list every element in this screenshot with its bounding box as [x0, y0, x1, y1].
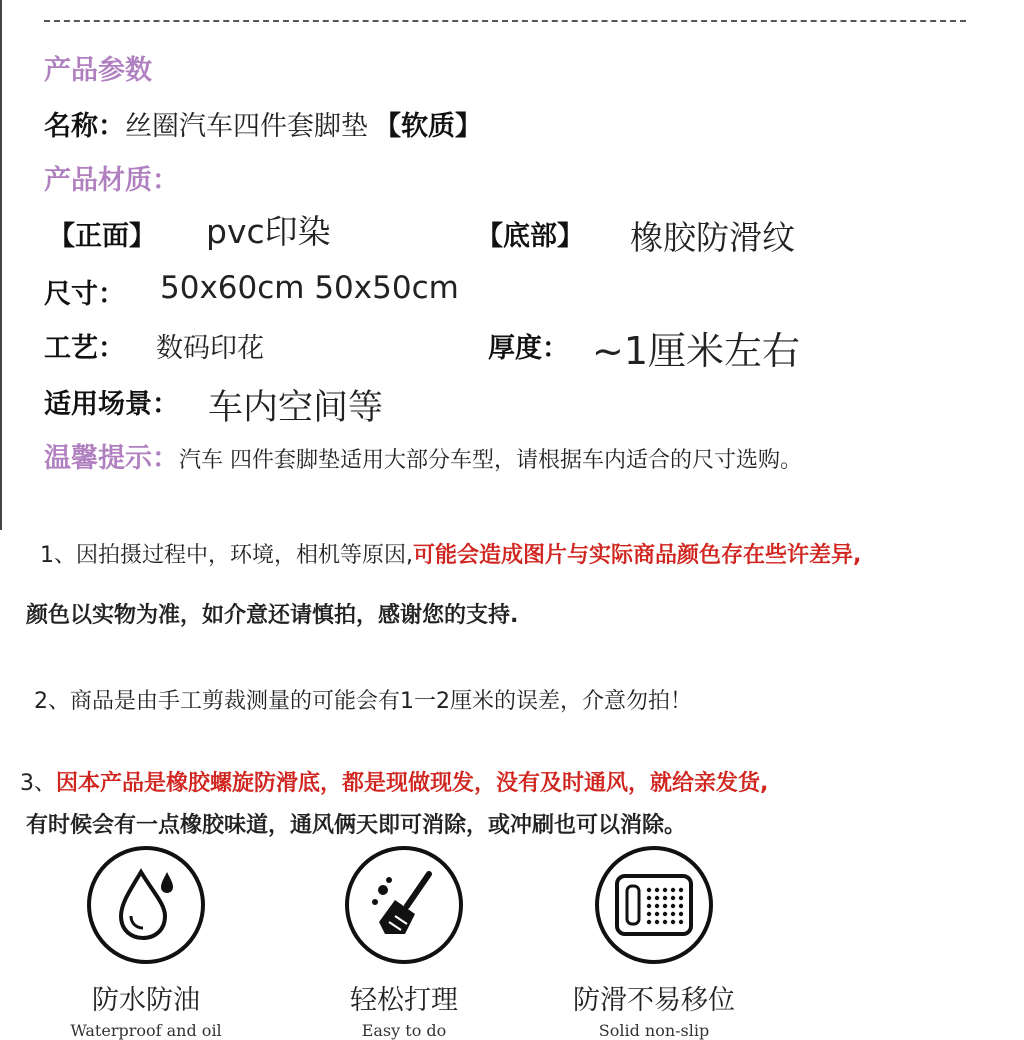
note-1-text: 1、因拍摄过程中，环境，相机等原因,: [40, 543, 413, 568]
size-label: 尺寸：: [44, 279, 125, 310]
name-value: 丝圈汽车四件套脚垫: [125, 111, 368, 142]
thickness-label: 厚度：: [488, 333, 569, 364]
left-border-line: [0, 0, 2, 530]
tip-label: 温馨提示：: [44, 443, 179, 474]
material-heading: 产品材质：: [44, 165, 179, 196]
thickness-value: ~1厘米左右: [592, 329, 801, 373]
tip-row: [44, 436, 802, 475]
note-3-line-1: [20, 766, 768, 797]
feature-easy-clean: [294, 846, 514, 1040]
craft-label: 工艺：: [44, 333, 125, 364]
feature-non-slip-subtitle: Solid non-slip: [598, 1021, 710, 1040]
feature-non-slip-title: 防滑不易移位: [573, 985, 735, 1016]
bottom-value: 橡胶防滑纹: [630, 218, 795, 257]
params-heading: 产品参数: [44, 55, 152, 86]
note-3-warning: 因本产品是橡胶螺旋防滑底，都是现做现发，没有及时通风，就给亲发货,: [56, 771, 769, 796]
feature-waterproof-subtitle: Waterproof and oil: [70, 1021, 222, 1040]
scene-value: 车内空间等: [208, 388, 384, 428]
note-3-number: 3、: [20, 771, 56, 796]
size-value: 50x60cm 50x50cm: [160, 270, 459, 306]
note-2: 2、商品是由手工剪裁测量的可能会有1一2厘米的误差，介意勿拍！: [34, 689, 692, 714]
name-row: [44, 104, 482, 143]
note-1-line-2: 颜色以实物为准，如介意还请慎拍，感谢您的支持.: [26, 603, 519, 628]
feature-waterproof: [36, 846, 256, 1040]
broom-icon: [345, 846, 463, 964]
name-label: 名称：: [44, 111, 125, 142]
tip-value: 汽车 四件套脚垫适用大部分车型，请根据车内适合的尺寸选购。: [179, 448, 802, 473]
front-label: 【正面】: [48, 221, 156, 252]
dashed-divider: [44, 20, 966, 22]
note-1-warning: 可能会造成图片与实际商品颜色存在些许差异,: [413, 543, 862, 568]
note-3-line-2: 有时候会有一点橡胶味道，通风俩天即可消除，或冲刷也可以消除。: [26, 813, 687, 838]
note-1-line-1: [40, 538, 861, 569]
water-drop-icon: [87, 846, 205, 964]
bottom-label: 【底部】: [476, 221, 584, 252]
feature-easy-clean-title: 轻松打理: [350, 985, 458, 1016]
craft-value: 数码印花: [156, 333, 264, 364]
non-slip-pad-icon: [595, 846, 713, 964]
scene-label: 适用场景：: [44, 389, 179, 420]
feature-waterproof-title: 防水防油: [92, 985, 200, 1016]
feature-easy-clean-subtitle: Easy to do: [361, 1021, 447, 1040]
feature-non-slip: [544, 846, 764, 1040]
name-tag: 【软质】: [374, 111, 482, 142]
front-value: pvc印染: [206, 212, 331, 251]
